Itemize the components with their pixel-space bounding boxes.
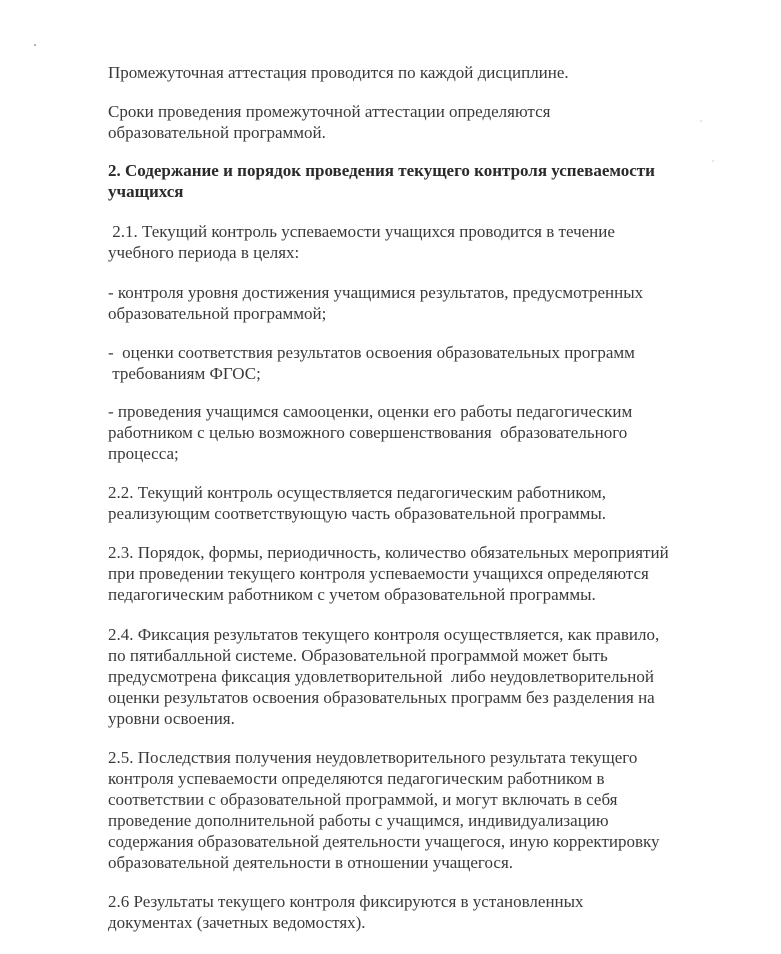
heading-line: 2. Содержание и порядок проведения текущего контроля успеваемости [108,161,655,180]
text-line: Сроки проведения промежуточной аттестации определяются [108,102,551,121]
text-line: требованиям ФГОС; [108,364,261,383]
text-line: образовательной программой. [108,123,326,142]
text-line: контроля успеваемости определяются педагогическим работником в [108,769,605,788]
text-line: образовательной деятельности в отношении учащегося. [108,853,514,872]
text-line: содержания образовательной деятельности учащегося, иную корректировку [108,832,660,851]
heading-line: учащихся [108,182,184,201]
scan-tint [700,120,702,122]
text-line: учебного периода в целях: [108,243,300,262]
paragraph-intermediate-attestation: Промежуточная аттестация проводится по каждой дисциплине. [108,63,569,82]
text-line: процесса; [108,444,179,463]
text-line: - контроля уровня достижения учащимися результатов, предусмотренных [108,283,644,302]
text-line: по пятибалльной системе. Образовательной программой может быть [108,646,608,665]
text-line: работником с целью возможного совершенствования образовательного [108,423,628,442]
text-line: 2.6 Результаты текущего контроля фиксируются в установленных [108,892,584,911]
text-line: педагогическим работником с учетом образовательной программы. [108,585,596,604]
text-line: уровни освоения. [108,709,235,728]
text-line: проведение дополнительной работы с учащимся, индивидуализацию [108,811,609,830]
text-line: реализующим соответствующую часть образовательной программы. [108,504,607,523]
text-line: документах (зачетных ведомостях). [108,913,366,932]
scan-tint [712,160,714,162]
text-line: 2.4. Фиксация результатов текущего контроля осуществляется, как правило, [108,625,660,644]
text-line: оценки результатов освоения образовательных программ без разделения на [108,688,655,707]
text-line: - проведения учащимся самооценки, оценки его работы педагогическим [108,402,633,421]
text-line: предусмотрена фиксация удовлетворительной либо неудовлетворительной [108,667,654,686]
text-line: 2.1. Текущий контроль успеваемости учащихся проводится в течение [108,222,615,241]
text-line: 2.5. Последствия получения неудовлетворительного результата текущего [108,748,638,767]
text-line: 2.3. Порядок, формы, периодичность, количество обязательных мероприятий [108,543,669,562]
text-line: при проведении текущего контроля успеваемости учащихся определяются [108,564,649,583]
text-line: 2.2. Текущий контроль осуществляется педагогическим работником, [108,483,606,502]
scan-speck [34,44,36,46]
text-line: - оценки соответствия результатов освоения образовательных программ [108,343,635,362]
text-line: соответствии с образовательной программой, и могут включать в себя [108,790,618,809]
text-line: образовательной программой; [108,304,327,323]
